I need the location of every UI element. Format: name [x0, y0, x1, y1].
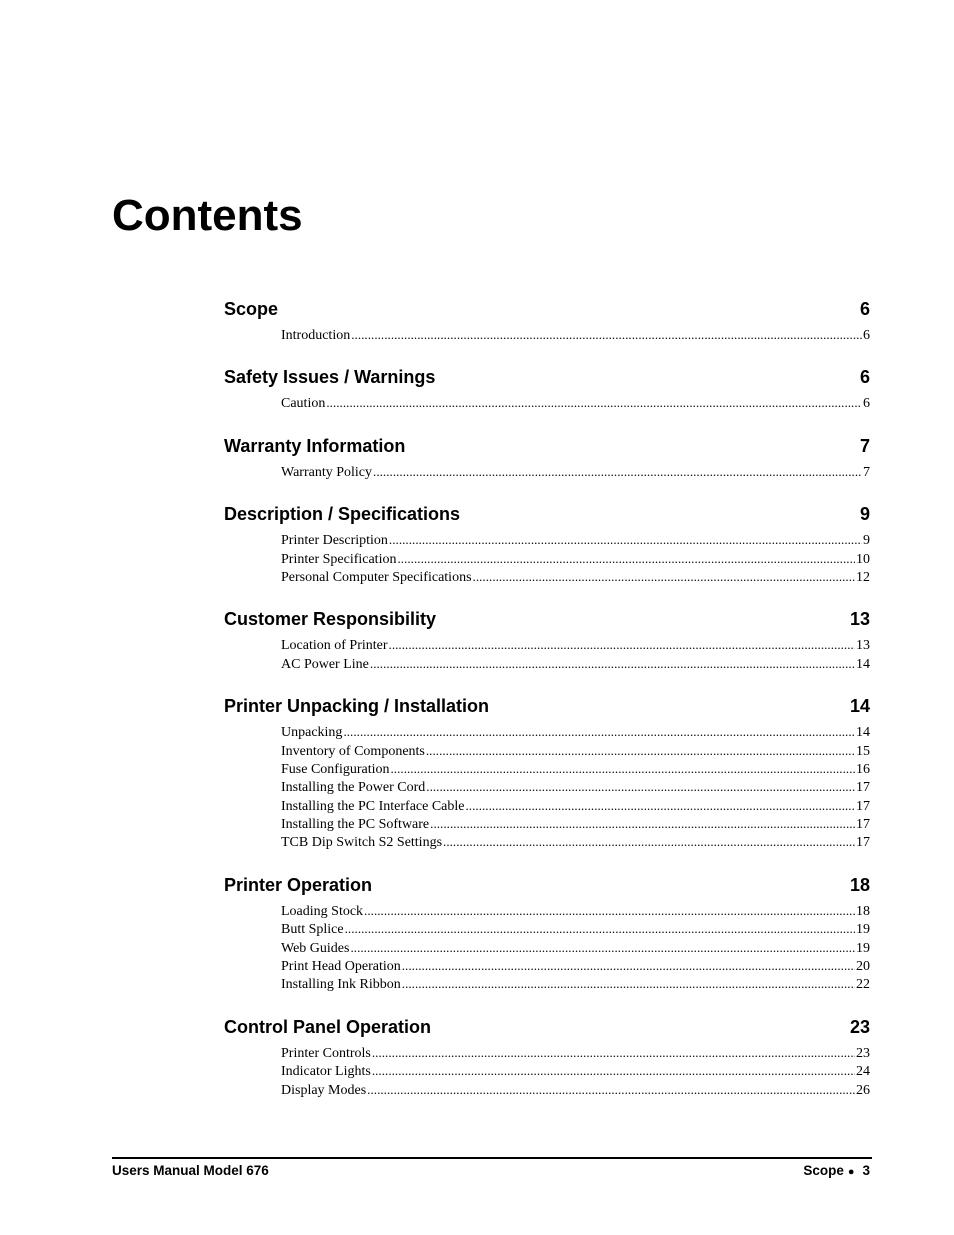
toc-entry-title: Printer Specification	[281, 551, 397, 567]
toc-entry-title: Butt Splice	[281, 922, 344, 938]
dot-leader	[430, 815, 855, 834]
toc-entry-title: Inventory of Components	[281, 743, 425, 759]
toc-entry[interactable]	[281, 902, 870, 920]
toc-section-title: Printer Operation	[224, 874, 373, 895]
toc-entry-title: Printer Description	[281, 533, 388, 549]
toc-entry-title: Installing the PC Software	[281, 817, 430, 833]
toc-section-page: 6	[859, 367, 870, 388]
toc-entry[interactable]	[281, 760, 870, 778]
dot-leader	[402, 975, 855, 994]
toc-entry-title: Personal Computer Specifications	[281, 569, 472, 585]
toc-section-heading[interactable]	[224, 1014, 870, 1040]
footer-manual-title: Users Manual Model 676	[112, 1163, 269, 1178]
footer-page-number: 3	[862, 1163, 870, 1178]
toc-entry-page: 6	[863, 396, 870, 412]
toc-section	[224, 693, 870, 852]
toc-entry[interactable]	[281, 326, 870, 344]
toc-section	[224, 364, 870, 412]
toc-entry-page: 23	[856, 1045, 870, 1061]
toc-entry-page: 7	[863, 464, 870, 480]
dot-leader	[345, 920, 855, 939]
toc-entry-page: 16	[856, 761, 870, 777]
page-footer	[112, 1162, 870, 1181]
toc-entry[interactable]	[281, 550, 870, 568]
toc-entry-title: Installing the Power Cord	[281, 780, 426, 796]
toc-entry[interactable]	[281, 975, 870, 993]
toc-entry-list	[224, 636, 870, 673]
toc-section-title: Printer Unpacking / Installation	[224, 696, 490, 717]
toc-entry-title: Installing the PC Interface Cable	[281, 798, 465, 814]
dot-leader	[364, 902, 855, 921]
toc-entry-list	[224, 326, 870, 344]
toc-section	[224, 606, 870, 673]
toc-entry[interactable]	[281, 1062, 870, 1080]
toc-entry-title: Printer Controls	[281, 1045, 371, 1061]
toc-entry[interactable]	[281, 531, 870, 549]
toc-entry-page: 14	[856, 656, 870, 672]
footer-divider	[112, 1157, 872, 1159]
toc-section-title: Customer Responsibility	[224, 609, 437, 630]
toc-section-page: 7	[859, 435, 870, 456]
toc-section-heading[interactable]	[224, 606, 870, 632]
toc-entry-page: 17	[856, 780, 870, 796]
toc-entry-title: AC Power Line	[281, 656, 369, 672]
toc-entry-page: 14	[856, 725, 870, 741]
footer-page-info	[799, 1162, 870, 1181]
toc-entry-title: Caution	[281, 396, 326, 412]
toc-entry-page: 12	[856, 569, 870, 585]
toc-section	[224, 433, 870, 481]
toc-entry-list	[224, 463, 870, 481]
toc-entry[interactable]	[281, 939, 870, 957]
toc-entry[interactable]	[281, 742, 870, 760]
toc-entry-page: 20	[856, 959, 870, 975]
toc-entry[interactable]	[281, 833, 870, 851]
dot-leader	[350, 939, 855, 958]
dot-leader	[372, 1062, 855, 1081]
toc-entry-title: Introduction	[281, 328, 351, 343]
toc-entry-page: 9	[863, 533, 870, 549]
toc-entry[interactable]	[281, 723, 870, 741]
toc-entry-title: Warranty Policy	[281, 464, 373, 480]
toc-entry-page: 19	[856, 940, 870, 956]
toc-entry-title: Fuse Configuration	[281, 761, 390, 777]
toc-section-heading[interactable]	[224, 872, 870, 898]
toc-entry-page: 18	[856, 903, 870, 919]
toc-entry-title: Print Head Operation	[281, 959, 401, 975]
toc-entry-title: Location of Printer	[281, 638, 388, 654]
toc-section-page: 18	[849, 874, 870, 895]
dot-leader	[426, 778, 855, 797]
bullet-icon: ●	[847, 1166, 855, 1178]
toc-section-page: 14	[849, 696, 870, 717]
toc-entry[interactable]	[281, 1081, 870, 1099]
toc-entry[interactable]	[281, 815, 870, 833]
toc-entry-page: 26	[856, 1082, 870, 1098]
toc-entry-page: 22	[856, 977, 870, 993]
toc-section	[224, 296, 870, 344]
toc-entry[interactable]	[281, 636, 870, 654]
dot-leader	[402, 957, 855, 976]
page-title: Contents	[112, 191, 303, 240]
toc-entry-page: 17	[856, 817, 870, 833]
toc-entry[interactable]	[281, 463, 870, 481]
dot-leader	[367, 1081, 855, 1100]
dot-leader	[397, 550, 855, 569]
toc-entry-title: Installing Ink Ribbon	[281, 977, 401, 993]
toc-entry-list	[224, 902, 870, 994]
toc-entry-page: 17	[856, 835, 870, 851]
dot-leader	[443, 833, 855, 852]
toc-section	[224, 872, 870, 994]
toc-entry-list	[224, 1044, 870, 1099]
toc-entry-page: 6	[863, 328, 870, 343]
toc-entry-page: 15	[856, 743, 870, 759]
toc-section-title: Scope	[224, 299, 279, 319]
dot-leader	[326, 394, 862, 413]
toc-entry-page: 19	[856, 922, 870, 938]
toc-entry-list	[224, 531, 870, 586]
toc-entry[interactable]	[281, 778, 870, 796]
dot-leader	[373, 463, 862, 482]
toc-entry-list	[224, 394, 870, 412]
toc-entry[interactable]	[281, 394, 870, 412]
dot-leader	[389, 636, 855, 655]
toc-section-heading[interactable]	[224, 433, 870, 459]
table-of-contents	[224, 296, 870, 1119]
toc-entry-title: Loading Stock	[281, 903, 364, 919]
dot-leader	[372, 1044, 855, 1063]
toc-section-title: Description / Specifications	[224, 504, 461, 525]
dot-leader	[391, 760, 856, 779]
dot-leader	[351, 326, 862, 345]
toc-entry-list	[224, 723, 870, 852]
dot-leader	[343, 723, 855, 742]
toc-entry[interactable]	[281, 957, 870, 975]
toc-section-title: Warranty Information	[224, 435, 406, 456]
dot-leader	[426, 742, 855, 761]
toc-section-page: 23	[849, 1016, 870, 1037]
toc-entry-title: Web Guides	[281, 940, 350, 956]
toc-section-page: 6	[859, 299, 870, 319]
toc-section	[224, 1014, 870, 1099]
toc-entry[interactable]	[281, 920, 870, 938]
toc-entry[interactable]	[281, 797, 870, 815]
toc-section-heading[interactable]	[224, 364, 870, 390]
toc-entry-title: Unpacking	[281, 725, 343, 741]
toc-section	[224, 501, 870, 586]
toc-entry[interactable]	[281, 655, 870, 673]
toc-section-title: Safety Issues / Warnings	[224, 367, 436, 388]
toc-section-heading[interactable]	[224, 693, 870, 719]
toc-entry[interactable]	[281, 568, 870, 586]
dot-leader	[473, 568, 855, 587]
footer-section-name: Scope	[803, 1163, 844, 1178]
dot-leader	[389, 531, 862, 550]
toc-entry-title: TCB Dip Switch S2 Settings	[281, 835, 443, 851]
toc-entry-page: 13	[856, 638, 870, 654]
dot-leader	[466, 797, 856, 816]
toc-entry-title: Display Modes	[281, 1082, 367, 1098]
toc-entry-title: Indicator Lights	[281, 1064, 371, 1080]
toc-entry-page: 24	[856, 1064, 870, 1080]
toc-section-heading[interactable]	[224, 501, 870, 527]
toc-entry[interactable]	[281, 1044, 870, 1062]
toc-section-page: 13	[849, 609, 870, 630]
toc-section-page: 9	[859, 504, 870, 525]
toc-section-title: Control Panel Operation	[224, 1016, 432, 1037]
toc-section-heading[interactable]	[224, 296, 870, 322]
toc-entry-page: 17	[856, 798, 870, 814]
dot-leader	[370, 655, 855, 674]
toc-entry-page: 10	[856, 551, 870, 567]
